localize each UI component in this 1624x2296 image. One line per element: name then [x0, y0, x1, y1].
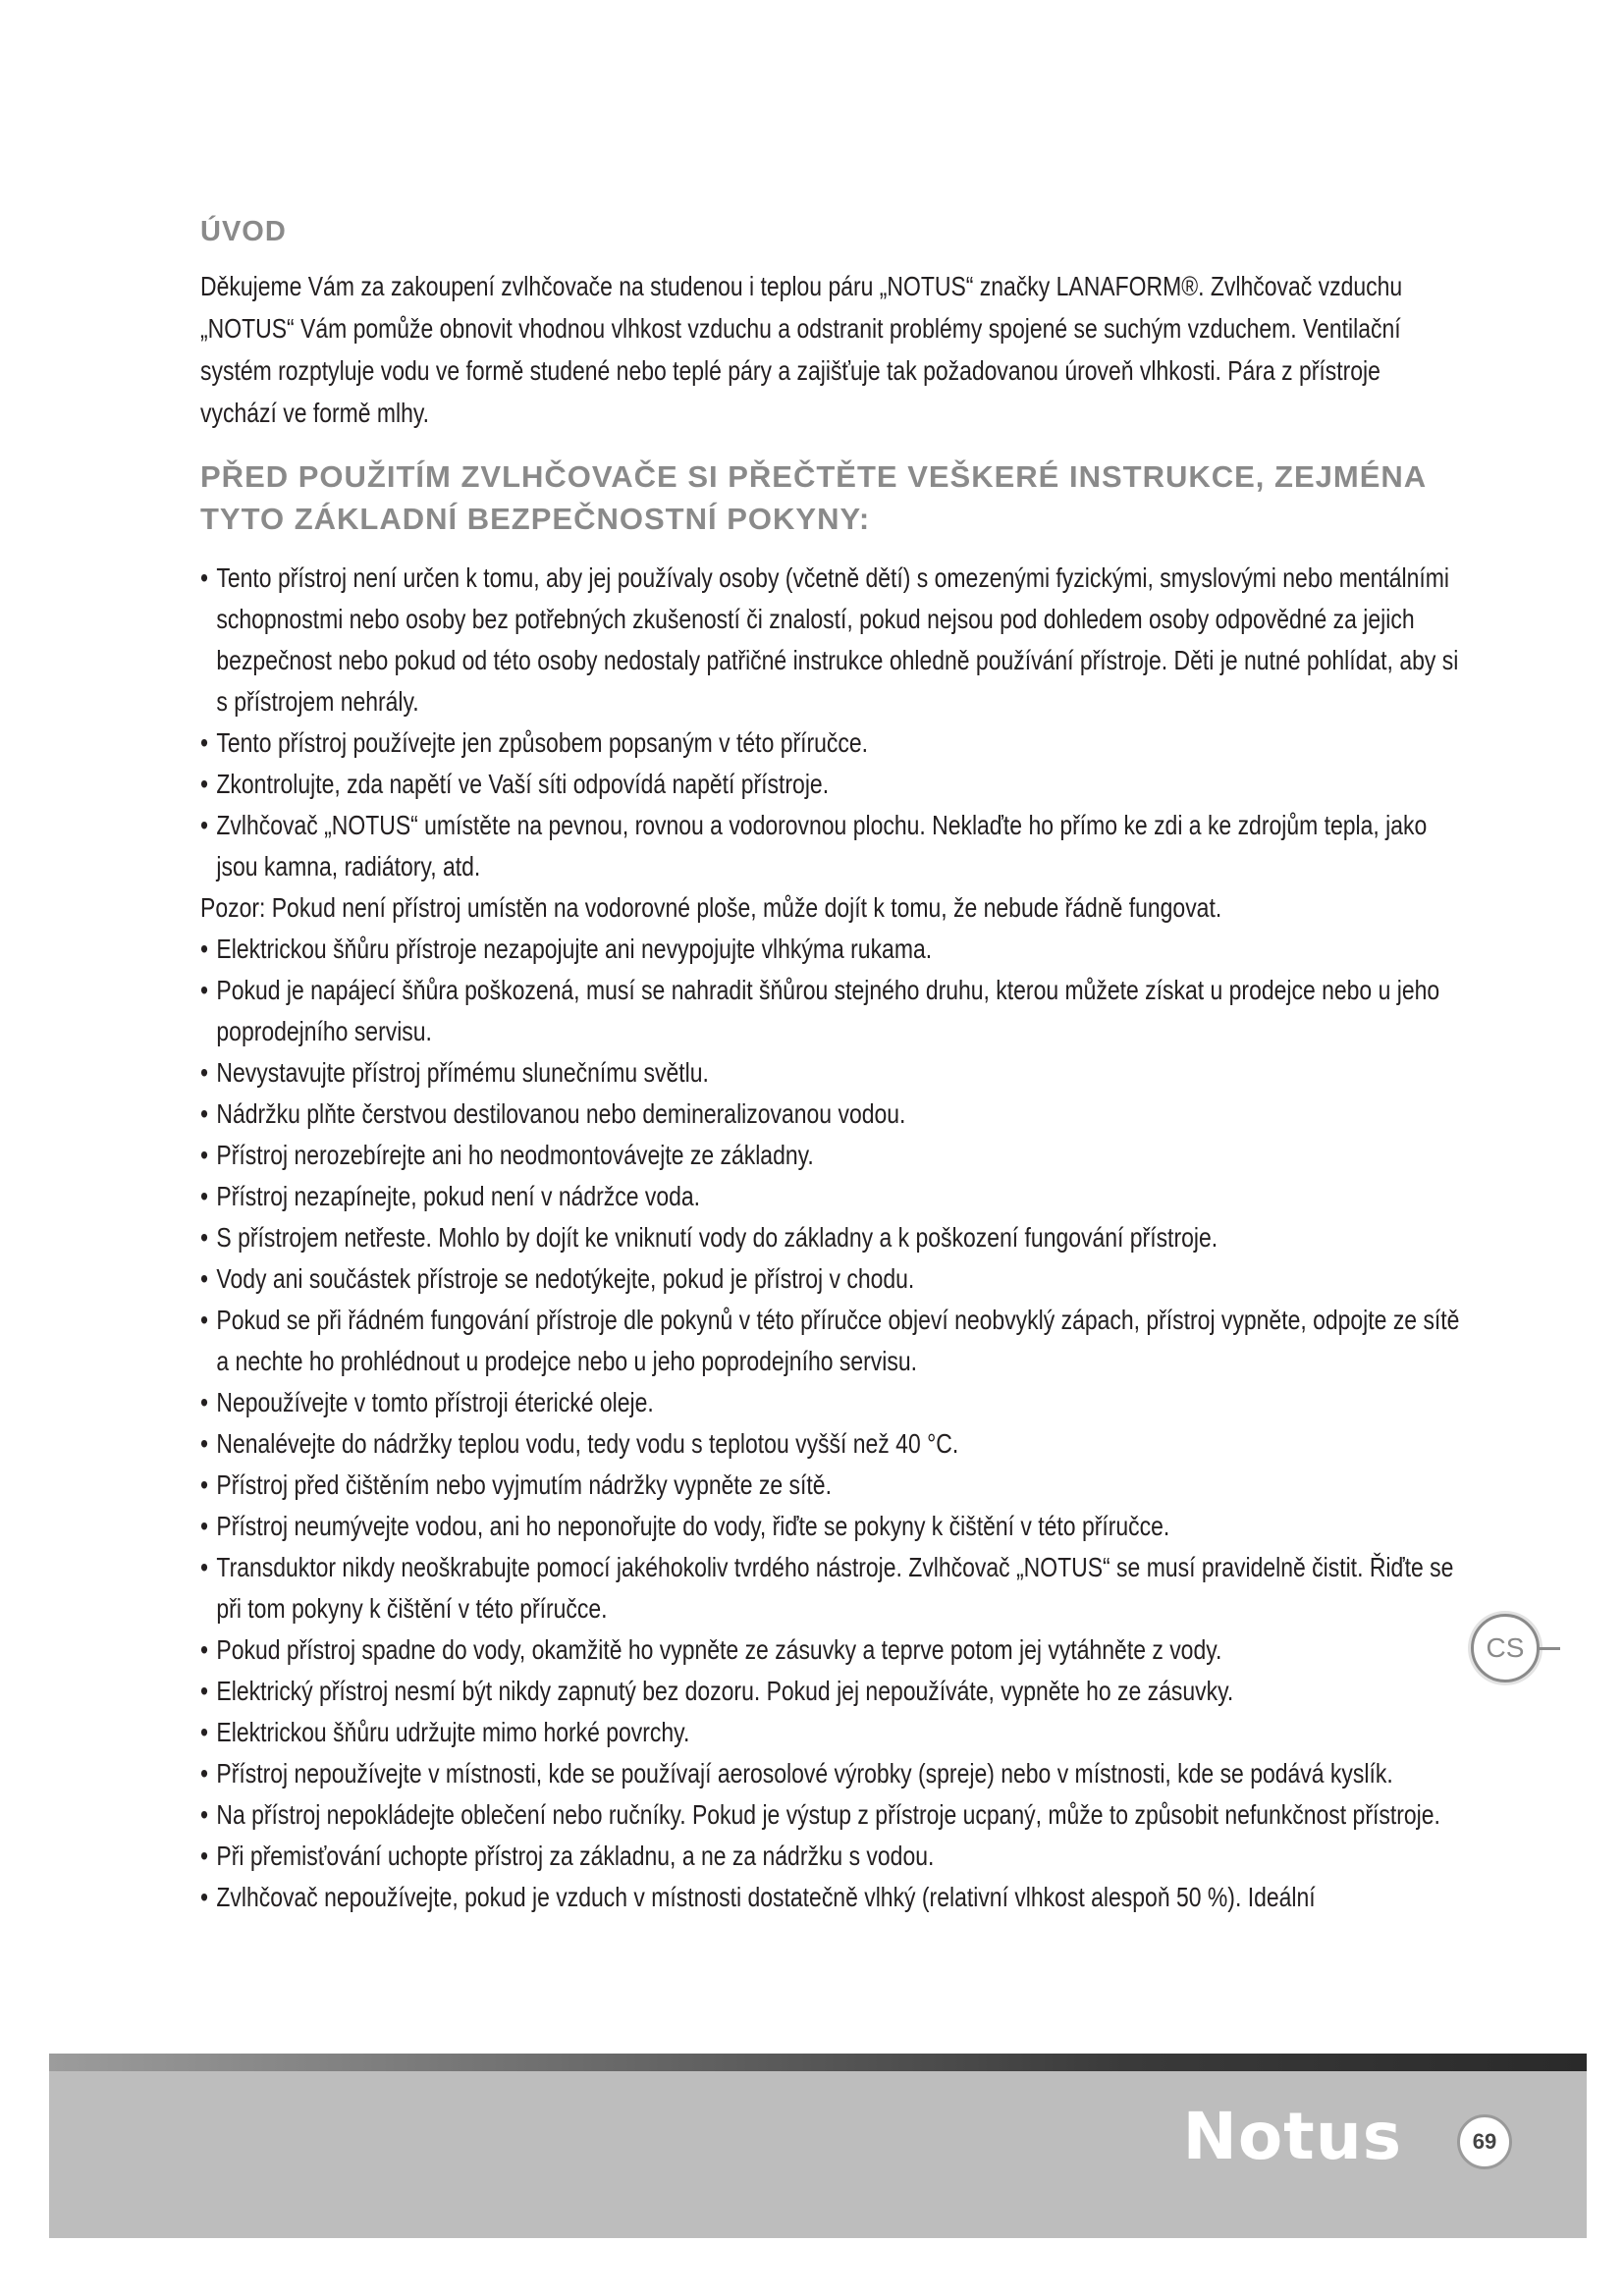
page-number: 69 — [1457, 2114, 1512, 2169]
page-content — [200, 212, 1460, 1918]
list-item: • Přístroj neumývejte vodou, ani ho neponořujte do vody, řiďte se pokyny k čištění v této příručce. — [200, 1506, 1464, 1547]
list-item: • Přístroj nerozebírejte ani ho neodmontovávejte ze základny. — [200, 1135, 1464, 1176]
brand-name: Notus — [1182, 2099, 1402, 2174]
list-item: • Pokud přístroj spadne do vody, okamžitě ho vypněte ze zásuvky a teprve potom jej vytáhněte z vody. — [200, 1629, 1464, 1671]
intro-paragraph: Děkujeme Vám za zakoupení zvlhčovače na studenou i teplou páru „NOTUS“ značky LANAFORM®. Zvlhčovač vzduchu „NOTUS“ Vám pomůže obnovit vhodnou vlhkost vzduchu a odstranit problémy spojené se suchým vzduchem. Ventilační systém rozptyluje vodu ve formě studené nebo teplé páry a zajišťuje tak požadovanou úroveň vlhkosti. Pára z přístroje vychází ve formě mlhy. — [200, 271, 1403, 428]
intro-heading: ÚVOD — [200, 216, 287, 247]
list-item: • Při přemisťování uchopte přístroj za základnu, a ne za nádržku s vodou. — [200, 1836, 1464, 1877]
list-item: • Vody ani součástek přístroje se nedotýkejte, pokud je přístroj v chodu. — [200, 1258, 1464, 1300]
list-item: • Pokud se při řádném fungování přístroje dle pokynů v této příručce objeví neobvyklý zápach, přístroj vypněte, odpojte ze sítě a nechte ho prohlédnout u prodejce nebo u jeho poprodejního servisu. — [200, 1300, 1464, 1382]
list-item: • Zkontrolujte, zda napětí ve Vaší síti odpovídá napětí přístroje. — [200, 764, 1464, 805]
page-footer — [49, 2071, 1587, 2238]
list-item: • Na přístroj nepokládejte oblečení nebo ručníky. Pokud je výstup z přístroje ucpaný, může to způsobit nefunkčnost přístroje. — [200, 1794, 1464, 1836]
list-item: • Přístroj před čištěním nebo vyjmutím nádržky vypněte ze sítě. — [200, 1465, 1464, 1506]
language-tab-label: CS — [1486, 1632, 1525, 1663]
language-tab-connector — [1539, 1647, 1560, 1650]
list-item: • Elektrický přístroj nesmí být nikdy zapnutý bez dozoru. Pokud jej nepoužíváte, vypněte ho ze zásuvky. — [200, 1671, 1464, 1712]
list-item: • Elektrickou šňůru udržujte mimo horké povrchy. — [200, 1712, 1464, 1753]
warning-note: Pozor: Pokud není přístroj umístěn na vodorovné ploše, může dojít k tomu, že nebude řádně fungovat. — [200, 892, 1222, 923]
list-item: • Tento přístroj používejte jen způsobem popsaným v této příručce. — [200, 722, 1464, 764]
list-item: • Přístroj nezapínejte, pokud není v nádržce voda. — [200, 1176, 1464, 1217]
list-item: • Pokud je napájecí šňůra poškozená, musí se nahradit šňůrou stejného druhu, kterou můžete získat u prodejce nebo u jeho poprodejního servisu. — [200, 970, 1464, 1052]
list-item: • Nevystavujte přístroj přímému slunečnímu světlu. — [200, 1052, 1464, 1094]
list-item: • Transduktor nikdy neoškrabujte pomocí jakéhokoliv tvrdého nástroje. Zvlhčovač „NOTUS“ se musí pravidelně čistit. Řiďte se při tom pokyny k čištění v této příručce. — [200, 1547, 1464, 1629]
list-item: • Zvlhčovač nepoužívejte, pokud je vzduch v místnosti dostatečně vlhký (relativní vlhkost alespoň 50 %). Ideální — [200, 1877, 1464, 1918]
list-item: • Zvlhčovač „NOTUS“ umístěte na pevnou, rovnou a vodorovnou plochu. Neklaďte ho přímo ke zdi a ke zdrojům tepla, jako jsou kamna, radiátory, atd. — [200, 805, 1464, 887]
list-item: • Přístroj nepoužívejte v místnosti, kde se používají aerosolové výrobky (spreje) nebo v místnosti, kde se podává kyslík. — [200, 1753, 1464, 1794]
list-item: • Nenalévejte do nádržky teplou vodu, tedy vodu s teplotou vyšší než 40 °C. — [200, 1423, 1464, 1465]
language-tab — [1471, 1614, 1540, 1682]
safety-heading: PŘED POUŽITÍM ZVLHČOVAČE SI PŘEČTĚTE VEŠKERÉ INSTRUKCE, ZEJMÉNA TYTO ZÁKLADNÍ BEZPEČNOSTNÍ POKYNY: — [200, 459, 1427, 536]
safety-list — [200, 558, 1460, 1918]
list-item: • Tento přístroj není určen k tomu, aby jej používaly osoby (včetně dětí) s omezenými fyzickými, smyslovými nebo mentálními schopnostmi nebo osoby bez potřebných zkušeností či znalostí, pokud nejsou pod dohledem osoby odpovědné za jejich bezpečnost nebo pokud od této osoby nedostaly patřičné instrukce ohledně používání přístroje. Děti je nutné pohlídat, aby si s přístrojem nehrály. — [200, 558, 1464, 722]
list-item: • S přístrojem netřeste. Mohlo by dojít ke vniknutí vody do základny a k poškození fungování přístroje. — [200, 1217, 1464, 1258]
footer-divider — [49, 2054, 1587, 2071]
list-item: • Nádržku plňte čerstvou destilovanou nebo demineralizovanou vodou. — [200, 1094, 1464, 1135]
list-item: • Nepoužívejte v tomto přístroji éterické oleje. — [200, 1382, 1464, 1423]
list-item: • Elektrickou šňůru přístroje nezapojujte ani nevypojujte vlhkýma rukama. — [200, 929, 1464, 970]
